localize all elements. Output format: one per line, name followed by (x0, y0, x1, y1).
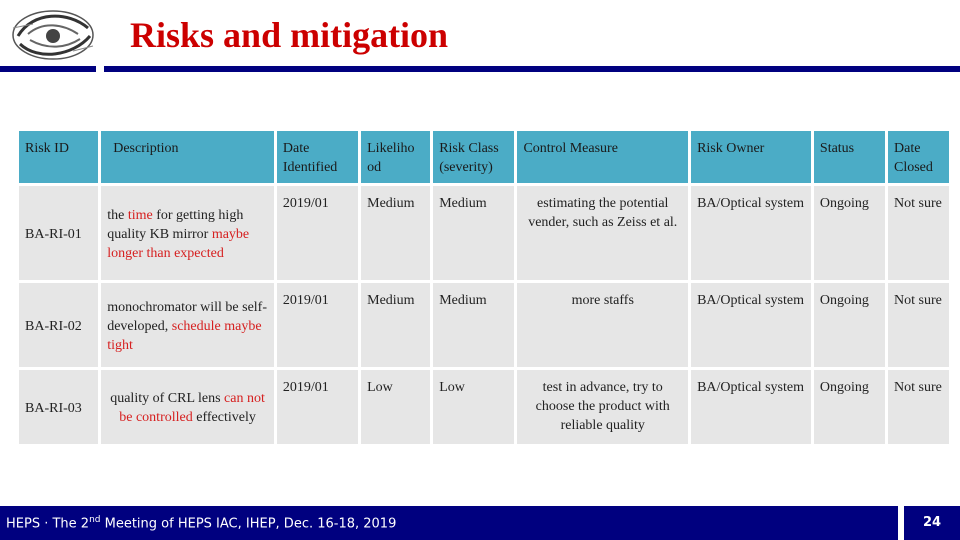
header-risk-class: Risk Class (severity) (433, 131, 514, 183)
footer-text: HEPS · The 2nd Meeting of HEPS IAC, IHEP, Dec. 16-18, 2019 (6, 515, 397, 532)
header-risk-owner: Risk Owner (691, 131, 811, 183)
risk-class: Medium (433, 283, 514, 367)
table-row (19, 370, 949, 444)
header-status: Status (814, 131, 885, 183)
risk-class: Low (433, 370, 514, 444)
risk-owner: BA/Optical system (691, 370, 811, 444)
date-closed: Not sure (888, 186, 949, 280)
control-measure: estimating the potential vender, such as Zeiss et al. (517, 186, 688, 280)
logo-icon (8, 6, 98, 64)
page-title: Risks and mitigation (130, 15, 449, 55)
status: Ongoing (814, 186, 885, 280)
highlight-text: schedule maybe tight (107, 318, 262, 353)
header-likelihood: Likeliho od (361, 131, 430, 183)
risk-owner: BA/Optical system (691, 283, 811, 367)
header-date-closed: Date Closed (888, 131, 949, 183)
header-risk-id: Risk ID (19, 131, 98, 183)
description-text: the (107, 207, 128, 223)
status: Ongoing (814, 283, 885, 367)
header-date-identified: Date Identified (277, 131, 358, 183)
date-identified: 2019/01 (277, 370, 358, 444)
likelihood: Medium (361, 283, 430, 367)
date-closed: Not sure (888, 370, 949, 444)
likelihood: Low (361, 370, 430, 444)
risk-table (16, 128, 952, 447)
title-underline (104, 66, 960, 72)
title-underline-left (0, 66, 96, 72)
control-measure: test in advance, try to choose the product with reliable quality (517, 370, 688, 444)
risk-description (101, 283, 274, 367)
likelihood: Medium (361, 186, 430, 280)
table-row (19, 283, 949, 367)
header-description: Description (101, 131, 274, 183)
control-measure: more staffs (517, 283, 688, 367)
status: Ongoing (814, 370, 885, 444)
description-text: for getting high quality KB mirror (107, 207, 244, 242)
risk-class: Medium (433, 186, 514, 280)
risk-id: BA-RI-02 (19, 283, 98, 367)
highlight-text: time (127, 207, 153, 223)
table-header-row (19, 131, 949, 183)
date-identified: 2019/01 (277, 283, 358, 367)
description-text: quality of CRL lens (110, 391, 225, 406)
header-control-measure: Control Measure (517, 131, 688, 183)
description-text: effectively (192, 410, 256, 425)
risk-owner: BA/Optical system (691, 186, 811, 280)
table-row (19, 186, 949, 280)
risk-id: BA-RI-01 (19, 186, 98, 280)
risk-description (101, 370, 274, 444)
date-closed: Not sure (888, 283, 949, 367)
description-text: monochromator will be self-developed, (107, 299, 268, 334)
page-number: 24 (922, 515, 942, 530)
highlight-text: maybe longer than expected (107, 226, 250, 261)
risk-id: BA-RI-03 (19, 370, 98, 444)
risk-description (101, 186, 274, 280)
date-identified: 2019/01 (277, 186, 358, 280)
highlight-text: can not be controlled (119, 391, 265, 425)
